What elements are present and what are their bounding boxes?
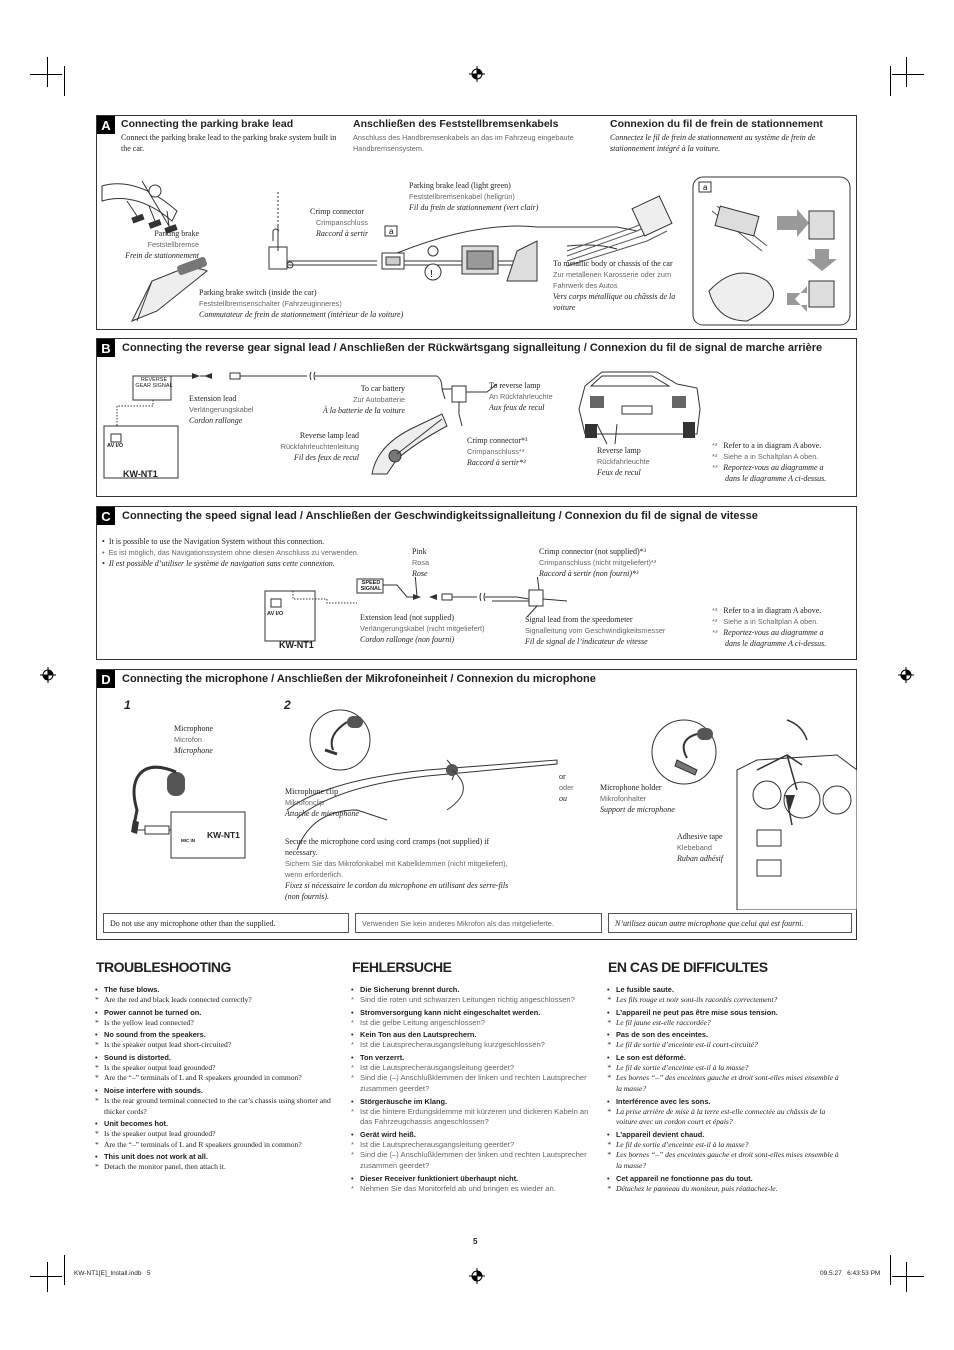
trouble-answer: * Détachez le panneau du moniteur, puis réattachez-le. — [606, 1184, 846, 1195]
label-en: Adhesive tape — [677, 832, 723, 841]
label-chassis — [553, 258, 675, 313]
trouble-answer: * Are the red and black leads connected correctly? — [94, 995, 334, 1006]
section-badge: A — [97, 116, 115, 134]
label-de: Feststellbremsenkabel (hellgrün) — [409, 192, 515, 201]
label-pink — [412, 546, 429, 579]
svg-text:!: ! — [430, 269, 433, 280]
label-fr: Support de microphone — [600, 805, 675, 814]
troubleshooting-title-de: FEHLERSUCHE — [352, 959, 452, 975]
crop-mark — [892, 74, 924, 75]
crop-mark — [890, 1255, 891, 1285]
label-de: Zur Autobatterie — [353, 395, 405, 404]
trouble-question: • Noise interfere with sounds. — [94, 1086, 334, 1096]
label-fr: Attache de microphone — [285, 809, 359, 818]
section-badge: D — [97, 670, 115, 688]
label-fr: Ruban adhésif — [677, 854, 723, 863]
note-fr: dans le diagramme A ci-dessus. — [725, 639, 827, 648]
trouble-answer: * La prise arrière de mise à la terre est-elle connectée au châssis de la voiture avec un cordon court et épais? — [606, 1107, 846, 1128]
trouble-question: • Pas de son des enceintes. — [606, 1030, 846, 1040]
label-secure-cord — [285, 836, 508, 902]
bullet-fr: Il est possible d’utiliser le système de navigation sans cette connexion. — [108, 559, 335, 568]
model-label: KW-NT1 — [123, 469, 158, 479]
troubleshooting-title-fr: EN CAS DE DIFFICULTES — [608, 959, 768, 975]
note-mark: *³ — [712, 617, 718, 626]
label-de: Feststellbremsenschalter (Fahrzeuginneres) — [199, 299, 342, 308]
crop-mark — [906, 1262, 907, 1292]
label-crimp — [310, 206, 368, 239]
label-en: Pink — [412, 547, 427, 556]
warning-fr: N’utilisez aucun autre microphone que celui qui est fourni. — [608, 913, 852, 933]
troubleshooting-list-fr — [606, 983, 846, 1194]
trouble-question: • Stromversorgung kann nicht eingeschaltet werden. — [350, 1008, 590, 1018]
crop-mark — [890, 66, 891, 96]
label-de: Feststellbremse — [147, 240, 199, 249]
trouble-answer: * Detach the monitor panel, then attach it. — [94, 1162, 334, 1173]
label-reverse-lamp — [597, 445, 650, 478]
label-fr: Raccord à sertir*³ — [467, 458, 526, 467]
trouble-question: • Unit becomes hot. — [94, 1119, 334, 1129]
crop-mark — [30, 74, 62, 75]
label-de: Zur metallenen Karosserie oder zum — [553, 270, 672, 279]
note-mark: *³ — [712, 606, 718, 615]
label-fr: Raccord à sertir — [316, 229, 369, 238]
label-fr: ou — [559, 794, 567, 803]
trouble-answer: * Sind die roten und schwarzen Leitungen richtig angeschlossen? — [350, 995, 590, 1006]
crop-mark — [906, 57, 907, 87]
trouble-answer: * Is the speaker output lead short-circuited? — [94, 1040, 334, 1051]
section-title: Connecting the microphone / Anschließen der Mikrofoneinheit / Connexion du microphone — [122, 673, 596, 685]
label-de: Rückfahrleuchte — [597, 457, 650, 466]
trouble-answer: * Les bornes “–” des enceintes gauche et droit sont-elles mises ensemble à la masse? — [606, 1150, 846, 1171]
label-de: Klebeband — [677, 843, 712, 852]
trouble-answer: * Le fil de sortie d’enceinte est-il à la masse? — [606, 1140, 846, 1151]
trouble-answer: * Is the rear ground terminal connected to the car’s chassis using shorter and thicker cords? — [94, 1096, 334, 1117]
trouble-question: • Ton verzerrt. — [350, 1053, 590, 1063]
label-microphone — [174, 723, 213, 756]
label-en: Extension lead (not supplied) — [360, 613, 454, 622]
svg-text:a: a — [703, 183, 708, 192]
trouble-answer: * Le fil jaune est-elle raccordée? — [606, 1018, 846, 1029]
note-mark: *³ — [712, 628, 718, 637]
label-extension-lead — [360, 612, 485, 645]
note-fr: dans le diagramme A ci-dessus. — [725, 474, 827, 483]
text-en: Secure the microphone cord using cord cramps (not supplied) if — [285, 837, 490, 846]
trouble-question: • Störgeräusche im Klang. — [350, 1097, 590, 1107]
label-fr: Cordon rallonge (non fourni) — [360, 635, 455, 644]
trouble-question: • Le son est déformé. — [606, 1053, 846, 1063]
heading-de: Anschließen des Feststellbremsenkabels — [353, 118, 559, 130]
trouble-answer: * Is the speaker output lead grounded? — [94, 1129, 334, 1140]
label-en: To metallic body or chassis of the car — [553, 259, 673, 268]
footnote-refer — [712, 605, 826, 649]
warning-en: Do not use any microphone other than the supplied. — [103, 913, 349, 933]
text-fr: Fixez si nécessaire le cordon du microphone en utilisant des serre-fils — [285, 881, 509, 890]
label-de: Crimpanschluss (nicht mitgeliefert)*³ — [539, 558, 657, 567]
trouble-answer: * Are the “–” terminals of L and R speakers grounded in common? — [94, 1140, 334, 1151]
av-io-label: AV I/O — [107, 443, 124, 449]
label-de: Signalleitung vom Geschwindigkeitsmesser — [525, 626, 666, 635]
heading-en: Connecting the parking brake lead — [121, 118, 294, 130]
model-label: KW-NT1 — [207, 830, 240, 840]
trouble-answer: * Ist die Lautsprecherausgangsleitung kurzgeschlossen? — [350, 1040, 590, 1051]
note-en: Refer to a in diagram A above. — [723, 606, 822, 615]
label-speedometer-lead — [525, 614, 665, 647]
label-en: Parking brake lead (light green) — [409, 181, 511, 190]
trouble-answer: * Ist die gelbe Leitung angeschlossen? — [350, 1018, 590, 1029]
label-crimp-connector — [467, 435, 527, 468]
note-mark: *³ — [712, 452, 718, 461]
note-de: Siehe a in Schaltplan A oben. — [723, 617, 819, 626]
section-a-fr — [610, 118, 845, 154]
section-c — [96, 506, 857, 660]
text-de: wenn erforderlich. — [285, 870, 343, 879]
label-en: Microphone holder — [600, 783, 662, 792]
label-fr: Microphone — [174, 746, 213, 755]
label-en: Crimp connector*³ — [467, 436, 528, 445]
label-parking-brake — [119, 228, 199, 261]
label-car-battery — [317, 383, 405, 416]
trouble-question: • Sound is distorted. — [94, 1053, 334, 1063]
trouble-answer: * Sind die (–) Anschlußklemmen der linken und rechten Lautsprecher zusammen geerdet? — [350, 1150, 590, 1171]
trouble-answer: * Ist die Lautsprecherausgangsleitung geerdet? — [350, 1063, 590, 1074]
label-en: Microphone — [174, 724, 214, 733]
label-de: Mikrofonhalter — [600, 794, 647, 803]
section-d — [96, 669, 857, 940]
page-number: 5 — [473, 1237, 478, 1246]
label-fr: voiture — [553, 303, 576, 312]
trouble-answer: * Is the yellow lead connected? — [94, 1018, 334, 1029]
trouble-answer: * Le fil de sortie d’enceinte est-il court-circuité? — [606, 1040, 846, 1051]
note-en: Refer to a in diagram A above. — [723, 441, 822, 450]
label-en: Extension lead — [189, 394, 237, 403]
trouble-question: • No sound from the speakers. — [94, 1030, 334, 1040]
trouble-question: • Gerät wird heiß. — [350, 1130, 590, 1140]
crop-mark — [47, 57, 48, 87]
section-title: Connecting the reverse gear signal lead / Anschließen der Rückwärtsgang signalleitung / Connexion du fil de signal de marche arrière — [122, 342, 823, 354]
trouble-answer: * Ist die Lautsprecherausgangsleitung geerdet? — [350, 1140, 590, 1151]
label-fr: Fil de signal de l’indicateur de vitesse — [525, 637, 648, 646]
label-fr: Aux feux de recul — [489, 403, 545, 412]
label-en: Signal lead from the speedometer — [525, 615, 633, 624]
section-a — [96, 115, 857, 330]
trouble-answer: * Sind die (–) Anschlußklemmen der linken und rechten Lautsprecher zusammen geerdet? — [350, 1073, 590, 1094]
label-en: Parking brake — [154, 229, 199, 238]
troubleshooting-list-de — [350, 983, 590, 1194]
label-fr: Feux de recul — [597, 468, 641, 477]
label-fr: Frein de stationnement — [125, 251, 199, 260]
trouble-answer: * Is the speaker output lead grounded? — [94, 1063, 334, 1074]
av-io-label: AV I/O — [267, 611, 284, 617]
footer-file: KW-NT1[E]_Install.indb 5 — [74, 1270, 151, 1277]
label-de: Rückfahrleuchtenleitung — [280, 442, 359, 451]
mic-in-label: MIC IN — [181, 838, 195, 843]
label-brake-lead — [409, 180, 538, 213]
label-fr: Rose — [412, 569, 428, 578]
note-fr: Reportez-vous au diagramme a — [723, 463, 824, 472]
label-fr: À la batterie de la voiture — [322, 406, 405, 415]
note-fr: Reportez-vous au diagramme a — [723, 628, 824, 637]
footer-date: 09.5.27 6:43:53 PM — [820, 1270, 881, 1277]
label-de: Crimpanschluss — [316, 218, 368, 227]
label-to-reverse-lamp — [489, 380, 553, 413]
trouble-answer: * Ist die hintere Erdungsklemme mit kürzeren und dickeren Kabeln an das Fahrzeugchassis angeschlossen? — [350, 1107, 590, 1128]
label-fr: Vers corps métallique ou châssis de la — [553, 292, 676, 301]
registration-mark-icon — [469, 1268, 485, 1284]
text-en: necessary. — [285, 848, 318, 857]
label-en: Parking brake switch (inside the car) — [199, 288, 317, 297]
step-2: 2 — [284, 698, 291, 712]
label-reverse-lamp-lead — [277, 430, 359, 463]
label-brake-switch — [199, 287, 403, 320]
label-en: Crimp connector (not supplied)*³ — [539, 547, 647, 556]
label-en: Microphone clip — [285, 787, 339, 796]
section-a-en — [121, 118, 341, 154]
trouble-question: • L’appareil ne peut pas être mise sous tension. — [606, 1008, 846, 1018]
registration-mark-icon — [898, 667, 914, 683]
text-fr: (non fournis). — [285, 892, 329, 901]
crop-mark — [47, 1262, 48, 1292]
step-1: 1 — [124, 698, 131, 712]
footnote-refer — [712, 440, 826, 484]
label-microphone-holder — [600, 782, 675, 815]
label-de: An Rückfahrleuchte — [489, 392, 553, 401]
label-de: Crimpanschluss*³ — [467, 447, 525, 456]
svg-text:a: a — [389, 227, 394, 236]
crop-mark — [30, 1276, 62, 1277]
trouble-question: • This unit does not work at all. — [94, 1152, 334, 1162]
troubleshooting-title-en: TROUBLESHOOTING — [96, 959, 231, 975]
bullet-en: It is possible to use the Navigation System without this connection. — [108, 537, 325, 546]
text-de: Sichern Sie das Mikrofonkabel mit Kabelklemmen (nicht mitgeliefert), — [285, 859, 508, 868]
label-en: To car battery — [360, 384, 405, 393]
trouble-question: • Die Sicherung brennt durch. — [350, 985, 590, 995]
registration-mark-icon — [40, 667, 56, 683]
trouble-answer: * Nehmen Sie das Monitorfeld ab und bringen es wieder an. — [350, 1184, 590, 1195]
label-fr: Cordon rallonge — [189, 416, 243, 425]
trouble-question: • Cet appareil ne fonctionne pas du tout. — [606, 1174, 846, 1184]
trouble-question: • Kein Ton aus den Lautsprechern. — [350, 1030, 590, 1040]
trouble-question: • Dieser Receiver funktioniert überhaupt nicht. — [350, 1174, 590, 1184]
text-de: Anschluss des Handbremsenkabels an das im Fahrzeug eingebaute Handbremsensystem. — [353, 133, 574, 153]
label-de: Rosa — [412, 558, 430, 567]
crop-mark — [892, 1276, 924, 1277]
label-fr: Raccord à sertir (non fourni)*³ — [539, 569, 639, 578]
trouble-question: • L’appareil devient chaud. — [606, 1130, 846, 1140]
section-badge: B — [97, 339, 115, 357]
label-de: oder — [559, 783, 574, 792]
note-de: Siehe a in Schaltplan A oben. — [723, 452, 819, 461]
trouble-question: • Power cannot be turned on. — [94, 1008, 334, 1018]
text-en: Connect the parking brake lead to the parking brake system built in the car. — [121, 133, 337, 153]
label-microphone-clip — [285, 786, 359, 819]
label-fr: Fil des feux de recul — [293, 453, 359, 462]
section-b — [96, 338, 857, 497]
note-mark: *³ — [712, 441, 718, 450]
label-en: To reverse lamp — [489, 381, 541, 390]
label-de: Verlängerungskabel — [189, 405, 254, 414]
trouble-answer: * Le fil de sortie d’enceinte est-il à la masse? — [606, 1063, 846, 1074]
crop-mark — [64, 66, 65, 96]
label-or — [559, 771, 574, 804]
trouble-answer: * Les bornes “–” des enceintes gauche et droit sont-elles mises ensemble à la masse? — [606, 1073, 846, 1094]
signal-label: SPEED SIGNAL — [360, 580, 382, 592]
section-badge: C — [97, 507, 115, 525]
label-crimp-connector — [539, 546, 656, 579]
label-de: Fahrwerk des Autos — [553, 281, 618, 290]
label-fr: Commutateur de frein de stationnement (intérieur de la voiture) — [199, 310, 404, 319]
label-adhesive-tape — [677, 831, 723, 864]
label-en: Reverse lamp lead — [299, 431, 359, 440]
crop-mark — [64, 1255, 65, 1285]
section-a-de — [353, 118, 583, 154]
label-de: Microfon — [174, 735, 202, 744]
troubleshooting-list-en — [94, 983, 334, 1173]
trouble-answer: * Are the “–” terminals of L and R speakers grounded in common? — [94, 1073, 334, 1084]
signal-label: REVERSE GEAR SIGNAL — [135, 377, 173, 389]
label-en: Crimp connector — [310, 207, 364, 216]
label-en: Reverse lamp — [597, 446, 641, 455]
label-extension-lead — [189, 393, 254, 426]
label-en: or — [559, 772, 566, 781]
warning-de: Verwenden Sie kein anderes Mikrofon als das mitgelieferte. — [355, 913, 602, 933]
section-title: Connecting the speed signal lead / Anschließen der Geschwindigkeitssignalleitung / Connexion du fil de signal de vitesse — [122, 510, 758, 522]
text-fr: Connectez le fil de frein de stationnement au système de frein de stationnement intégré à la voiture. — [610, 133, 816, 153]
trouble-answer: * Les fils rouge et noir sont-ils racordés correctement? — [606, 995, 846, 1006]
trouble-question: • The fuse blows. — [94, 985, 334, 995]
label-de: Mikrofonclip — [285, 798, 324, 807]
note-mark: *³ — [712, 463, 718, 472]
trouble-question: • Interférence avec les sons. — [606, 1097, 846, 1107]
registration-mark-icon — [469, 66, 485, 82]
trouble-question: • Le fusible saute. — [606, 985, 846, 995]
model-label: KW-NT1 — [279, 640, 314, 650]
section-c-bullets: • It is possible to use the Navigation System without this connection. • Es ist möglich, das Navigationssystem ohne diesen Anschluss zu verwenden. • Il est possible d’utiliser le système de navigation sans cette connexion. — [102, 537, 359, 568]
label-fr: Fil du frein de stationnement (vert clair) — [409, 203, 539, 212]
bullet-de: Es ist möglich, das Navigationssystem ohne diesen Anschluss zu verwenden. — [108, 548, 359, 557]
heading-fr: Connexion du fil de frein de stationnement — [610, 118, 823, 130]
label-de: Verlängerungskabel (nicht mitgeliefert) — [360, 624, 485, 633]
